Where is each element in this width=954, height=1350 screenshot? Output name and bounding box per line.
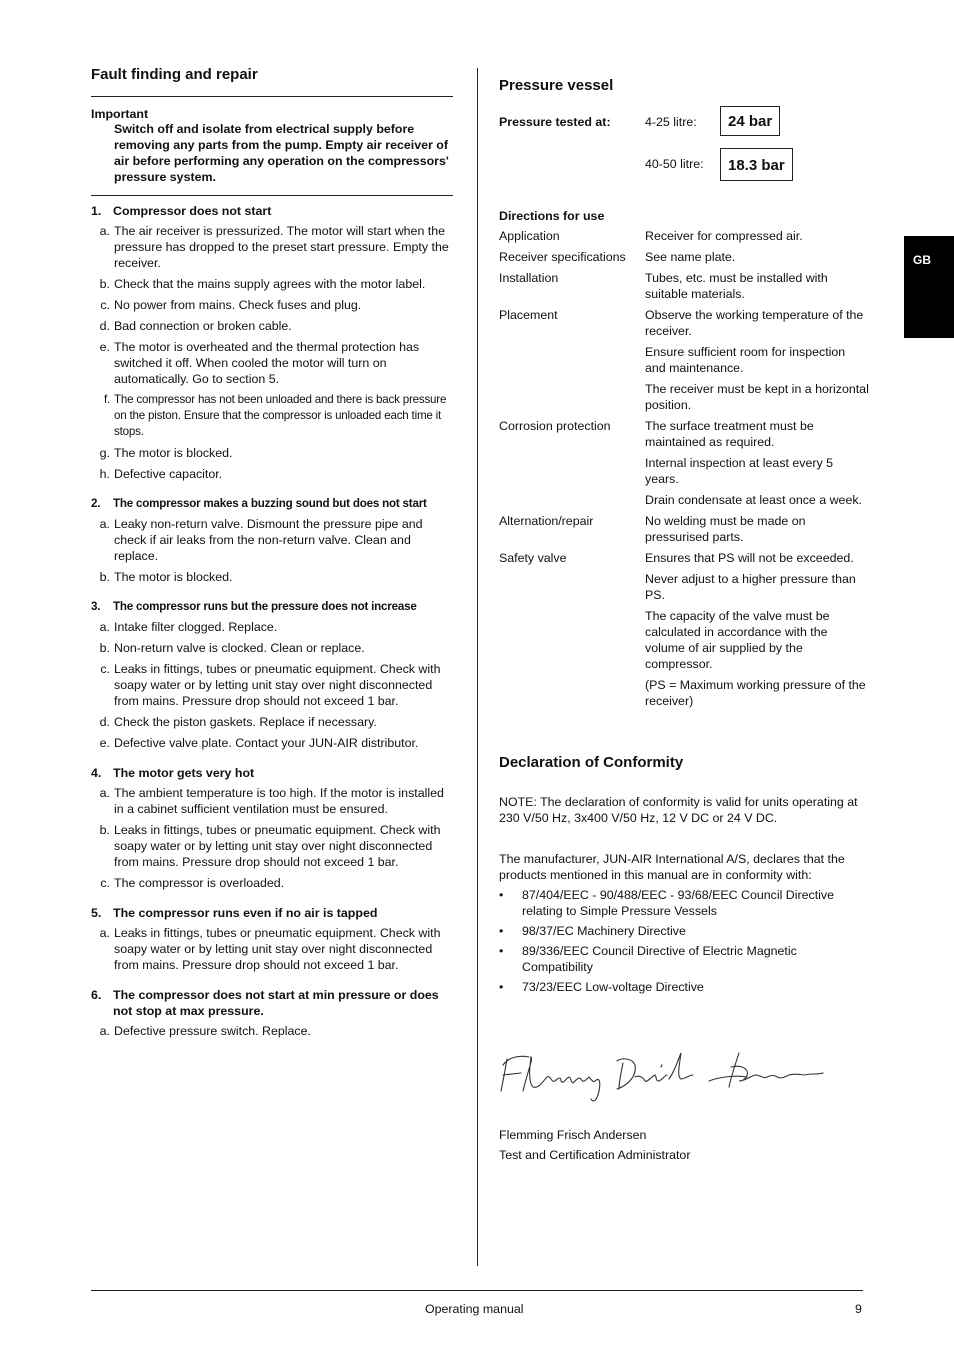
item-text: Leaky non-return valve. Dismount the pressure pipe and check if air leaks from the non-return valve. Clean and replace. [114, 517, 423, 563]
directions-value: Never adjust to a higher pressure than PS. [645, 572, 856, 602]
directions-value: (PS = Maximum working pressure of the receiver) [645, 678, 866, 708]
item-text: The air receiver is pressurized. The motor will start when the pressure has dropped to the preset start pressure. Empty the receiver. [114, 224, 449, 270]
item-text: Leaks in fittings, tubes or pneumatic equipment. Check with soapy water or by letting unit stay over night disconnected from mains. Pressure drop should not exceed 1 bar. [114, 823, 441, 869]
directions-table [499, 228, 869, 709]
pressure-value-1: 24 bar [720, 106, 780, 136]
pressure-vessel-title: Pressure vessel [499, 77, 614, 94]
list-item [91, 619, 453, 635]
item-letter: d. [99, 319, 110, 333]
item-letter: a. [99, 1024, 110, 1038]
directions-key [499, 455, 645, 487]
item-letter: a. [99, 926, 110, 940]
directions-key: Corrosion protection [499, 419, 611, 433]
directions-key: Safety valve [499, 551, 567, 565]
directions-row [499, 492, 869, 508]
section-number: 6. [91, 988, 102, 1002]
directions-value: The capacity of the valve must be calculated in accordance with the volume of air supplied by the compressor. [645, 609, 830, 671]
important-notice [91, 107, 453, 185]
directions-value: Internal inspection at least every 5 years. [645, 456, 834, 486]
section-title: The compressor runs even if no air is tapped [113, 906, 378, 920]
directions-value: See name plate. [645, 250, 736, 264]
section-title: The compressor makes a buzzing sound but does not start [113, 497, 427, 510]
directions-key: Application [499, 229, 560, 243]
fault-section [91, 203, 453, 482]
directions-key [499, 381, 645, 413]
directions-value: Tubes, etc. must be installed with suitable materials. [645, 271, 828, 301]
list-item [91, 661, 453, 709]
directive-item [499, 887, 861, 919]
section-title: The compressor runs but the pressure does not increase [113, 600, 417, 613]
list-item [91, 445, 453, 461]
directions-key [499, 677, 645, 709]
directions-key: Receiver specifications [499, 250, 626, 264]
section-number: 1. [91, 204, 102, 218]
right-column [499, 77, 869, 1165]
fault-section [91, 496, 453, 585]
section-heading [91, 203, 453, 219]
fault-section [91, 599, 453, 751]
directions-title: Directions for use [499, 209, 605, 223]
list-item [91, 223, 453, 271]
item-letter: b. [99, 570, 110, 584]
section-heading [91, 987, 453, 1019]
fault-section [91, 987, 453, 1039]
item-text: The motor is blocked. [114, 570, 233, 584]
pressure-tested-label: Pressure tested at: [499, 115, 611, 129]
directions-row [499, 418, 869, 450]
list-item [91, 339, 453, 387]
section-number: 2. [91, 497, 101, 510]
section-heading [91, 765, 453, 781]
item-text: Intake filter clogged. Replace. [114, 620, 278, 634]
bullet: • [499, 944, 504, 958]
signature [499, 1047, 869, 1107]
item-letter: a. [99, 517, 110, 531]
bullet: • [499, 888, 504, 902]
item-letter: e. [99, 340, 110, 354]
directive-text: 87/404/EEC - 90/488/EEC - 93/68/EEC Council Directive relating to Simple Pressure Vessels [522, 888, 834, 918]
item-letter: d. [99, 715, 110, 729]
item-letter: b. [99, 641, 110, 655]
section-title: The compressor does not start at min pressure or does not stop at max pressure. [113, 988, 439, 1018]
directions-row [499, 270, 869, 302]
directions-value: Observe the working temperature of the receiver. [645, 308, 864, 338]
directive-text: 89/336/EEC Council Directive of Electric Magnetic Compatibility [522, 944, 797, 974]
section-number: 3. [91, 600, 101, 613]
item-text: The ambient temperature is too high. If the motor is installed in a cabinet sufficient ventilation must be ensured. [114, 786, 444, 816]
section-number: 4. [91, 766, 102, 780]
item-letter: c. [100, 876, 110, 890]
directions-row [499, 571, 869, 603]
item-text: Check that the mains supply agrees with the motor label. [114, 277, 426, 291]
directions-row [499, 228, 869, 244]
item-text: Leaks in fittings, tubes or pneumatic equipment. Check with soapy water or by letting unit stay over night disconnected from mains. Pressure drop should not exceed 1 bar. [114, 926, 441, 972]
pressure-value-2: 18.3 bar [720, 148, 793, 181]
item-letter: a. [99, 224, 110, 238]
directions-row [499, 307, 869, 339]
section-title: Compressor does not start [113, 204, 272, 218]
bullet: • [499, 924, 504, 938]
list-item [91, 516, 453, 564]
directive-text: 73/23/EEC Low-voltage Directive [522, 980, 704, 994]
directions-value: Drain condensate at least once a week. [645, 493, 862, 507]
list-item [91, 640, 453, 656]
directions-key [499, 492, 645, 508]
item-letter: h. [99, 467, 110, 481]
manufacturer-statement: The manufacturer, JUN-AIR International A/S, declares that the products mentioned in this manual are in conformity with: [499, 852, 845, 882]
litre-range-2: 40-50 litre: [645, 157, 704, 171]
list-item [91, 297, 453, 313]
divider [91, 195, 453, 196]
directions-value: The receiver must be kept in a horizontal position. [645, 382, 869, 412]
directive-item [499, 923, 861, 939]
section-number: 5. [91, 906, 102, 920]
fault-finding-title: Fault finding and repair [91, 66, 258, 83]
item-letter: c. [100, 662, 110, 676]
item-text: Bad connection or broken cable. [114, 319, 292, 333]
item-letter: g. [99, 446, 110, 460]
directions-value: Ensure sufficient room for inspection and maintenance. [645, 345, 846, 375]
item-text: The compressor is overloaded. [114, 876, 285, 890]
directive-list [499, 887, 869, 995]
list-item [91, 925, 453, 973]
pressure-tested-block [499, 107, 869, 199]
list-item [91, 735, 453, 751]
item-text: Non-return valve is clocked. Clean or replace. [114, 641, 365, 655]
column-divider [477, 68, 478, 1266]
directions-key: Installation [499, 271, 559, 285]
directions-row [499, 249, 869, 265]
item-text: Defective pressure switch. Replace. [114, 1024, 311, 1038]
directions-row [499, 608, 869, 672]
fault-sections [91, 203, 453, 1039]
section-heading [91, 599, 453, 615]
section-heading [91, 905, 453, 921]
divider [91, 96, 453, 97]
item-text: The motor is overheated and the thermal protection has switched it off. When cooled the motor will turn on automatically. Go to section 5. [114, 340, 420, 386]
fault-section [91, 765, 453, 891]
item-letter: a. [99, 786, 110, 800]
item-text: The compressor has not been unloaded and there is back pressure on the piston. Ensure that the compressor is unloaded each time it stops. [114, 393, 447, 438]
section-title: The motor gets very hot [113, 766, 255, 780]
directions-key [499, 344, 645, 376]
page-number: 9 [855, 1302, 862, 1316]
list-item [91, 318, 453, 334]
directions-value: No welding must be made on pressurised parts. [645, 514, 806, 544]
list-item [91, 714, 453, 730]
item-letter: b. [99, 823, 110, 837]
language-tab-label: GB [913, 253, 931, 267]
bullet: • [499, 980, 504, 994]
list-item [91, 569, 453, 585]
declaration-title: Declaration of Conformity [499, 754, 684, 771]
directions-row [499, 344, 869, 376]
list-item [91, 392, 453, 440]
item-text: Defective capacitor. [114, 467, 223, 481]
left-column [91, 66, 453, 1053]
important-title: Important [91, 107, 149, 121]
directive-text: 98/37/EC Machinery Directive [522, 924, 686, 938]
item-text: Leaks in fittings, tubes or pneumatic equipment. Check with soapy water or by letting unit stay over night disconnected from mains. Pressure drop should not exceed 1 bar. [114, 662, 441, 708]
directions-key [499, 608, 645, 672]
directions-value: The surface treatment must be maintained as required. [645, 419, 814, 449]
item-letter: c. [100, 298, 110, 312]
footer-rule [91, 1290, 863, 1291]
item-letter: a. [99, 620, 110, 634]
important-body: Switch off and isolate from electrical supply before removing any parts from the pump. Empty air receiver of air before performing any operation on the compressors' pressure system. [114, 122, 449, 184]
directions-row [499, 381, 869, 413]
list-item [91, 1023, 453, 1039]
item-text: The motor is blocked. [114, 446, 233, 460]
section-heading [91, 496, 453, 512]
list-item [91, 276, 453, 292]
signature-image [499, 1047, 829, 1107]
directive-item [499, 979, 861, 995]
list-item [91, 822, 453, 870]
directions-row [499, 550, 869, 566]
list-item [91, 875, 453, 891]
directions-row [499, 455, 869, 487]
signer-name: Flemming Frisch Andersen [499, 1128, 647, 1142]
directions-value: Receiver for compressed air. [645, 229, 803, 243]
directions-value: Ensures that PS will not be exceeded. [645, 551, 854, 565]
fault-section [91, 905, 453, 973]
directions-row [499, 677, 869, 709]
footer-title: Operating manual [425, 1302, 524, 1316]
item-letter: e. [99, 736, 110, 750]
litre-range-1: 4-25 litre: [645, 115, 697, 129]
list-item [91, 466, 453, 482]
item-text: Defective valve plate. Contact your JUN-AIR distributor. [114, 736, 419, 750]
list-item [91, 785, 453, 817]
item-text: Check the piston gaskets. Replace if necessary. [114, 715, 377, 729]
item-letter: b. [99, 277, 110, 291]
directions-key: Alternation/repair [499, 514, 594, 528]
language-tab [904, 236, 954, 338]
directions-key [499, 571, 645, 603]
item-letter: f. [103, 393, 110, 406]
directions-key: Placement [499, 308, 558, 322]
directive-item [499, 943, 861, 975]
directions-row [499, 513, 869, 545]
item-text: No power from mains. Check fuses and plug. [114, 298, 362, 312]
signer-title: Test and Certification Administrator [499, 1148, 691, 1162]
conformity-note: NOTE: The declaration of conformity is valid for units operating at 230 V/50 Hz, 3x400 V/50 Hz, 12 V DC or 24 V DC. [499, 795, 858, 825]
